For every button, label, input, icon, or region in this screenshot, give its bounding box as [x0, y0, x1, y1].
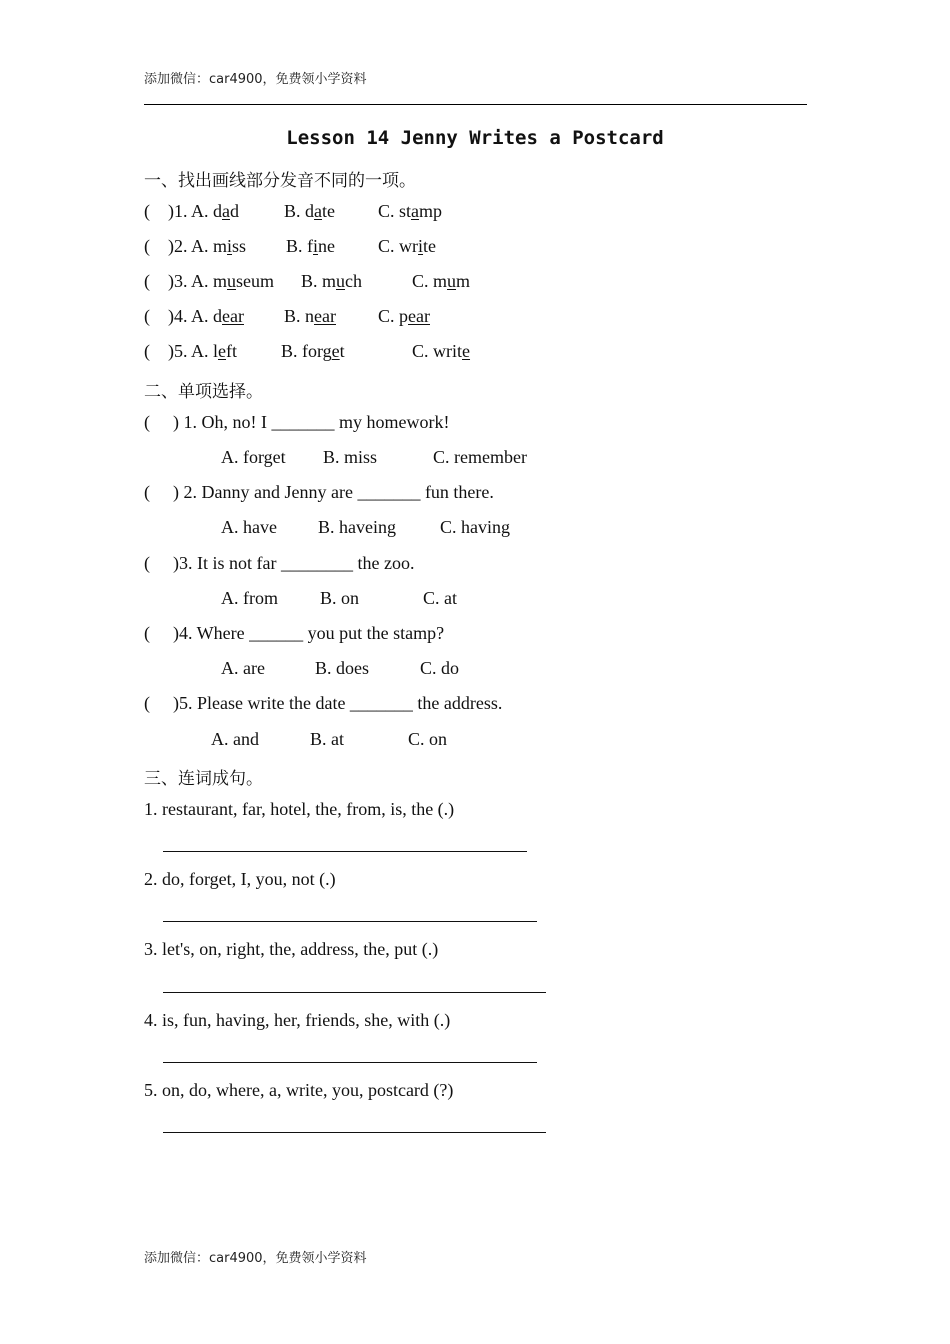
- answer-paren: (: [144, 412, 150, 432]
- answer-paren: (: [144, 236, 150, 256]
- option-b: B. date: [284, 201, 336, 221]
- option-a: )1. A. dad: [168, 201, 239, 221]
- option-b: B. fine: [286, 236, 336, 256]
- answer-paren: (: [144, 482, 150, 502]
- answer-line: [163, 851, 527, 852]
- sentence-prompt: 3. let's, on, right, the, address, the, put (.): [144, 939, 439, 959]
- answer-line: [163, 1062, 537, 1063]
- sentence-prompt: 1. restaurant, far, hotel, the, from, is, the (.): [144, 799, 455, 819]
- option-b: B. at: [310, 729, 344, 749]
- answer-line: [163, 992, 546, 993]
- answer-line: [163, 1132, 546, 1133]
- option-c: C. pear: [378, 306, 430, 326]
- option-a: )2. A. miss: [168, 236, 247, 256]
- option-c: C. on: [408, 729, 448, 749]
- question-stem: )4. Where ______ you put the stamp?: [173, 623, 445, 643]
- option-a: A. and: [211, 729, 259, 749]
- answer-paren: (: [144, 306, 150, 326]
- sentence-prompt: 5. on, do, where, a, write, you, postcard (?): [144, 1080, 454, 1100]
- sentence-prompt: 4. is, fun, having, her, friends, she, with (.): [144, 1010, 451, 1030]
- header-note: 添加微信：car4900，免费领小学资料: [144, 72, 367, 87]
- option-c: C. do: [420, 658, 460, 678]
- option-c: C. write: [412, 341, 471, 361]
- answer-paren: (: [144, 201, 150, 221]
- answer-paren: (: [144, 341, 150, 361]
- option-b: B. much: [301, 271, 363, 291]
- answer-paren: (: [144, 693, 150, 713]
- option-a: )5. A. left: [168, 341, 238, 361]
- option-a: A. are: [221, 658, 265, 678]
- option-a: A. have: [221, 517, 277, 537]
- option-b: B. haveing: [318, 517, 396, 537]
- option-b: B. miss: [323, 447, 378, 467]
- sentence-prompt: 2. do, forget, I, you, not (.): [144, 869, 336, 889]
- option-c: C. remember: [433, 447, 527, 467]
- section1-heading: 一、找出画线部分发音不同的一项。: [144, 171, 416, 191]
- option-c: C. mum: [412, 271, 471, 291]
- answer-line: [163, 921, 537, 922]
- option-c: C. having: [440, 517, 510, 537]
- option-a: A. forget: [221, 447, 286, 467]
- page-title: Lesson 14 Jenny Writes a Postcard: [286, 127, 664, 149]
- question-stem: ) 1. Oh, no! I _______ my homework!: [173, 412, 450, 432]
- footer-note: 添加微信：car4900，免费领小学资料: [144, 1251, 367, 1266]
- option-b: B. forget: [281, 341, 345, 361]
- option-c: C. at: [423, 588, 457, 608]
- option-a: )4. A. dear: [168, 306, 244, 326]
- answer-paren: (: [144, 271, 150, 291]
- section3-heading: 三、连词成句。: [144, 769, 263, 789]
- question-stem: )3. It is not far ________ the zoo.: [173, 553, 415, 573]
- option-c: C. stamp: [378, 201, 443, 221]
- answer-paren: (: [144, 553, 150, 573]
- option-b: B. does: [315, 658, 369, 678]
- question-stem: ) 2. Danny and Jenny are _______ fun there.: [173, 482, 494, 502]
- answer-paren: (: [144, 623, 150, 643]
- header-rule: [144, 104, 807, 105]
- option-a: )3. A. museum: [168, 271, 275, 291]
- section2-heading: 二、单项选择。: [144, 382, 263, 402]
- option-b: B. near: [284, 306, 336, 326]
- option-c: C. write: [378, 236, 437, 256]
- option-a: A. from: [221, 588, 278, 608]
- option-b: B. on: [320, 588, 360, 608]
- question-stem: )5. Please write the date _______ the address.: [173, 693, 503, 713]
